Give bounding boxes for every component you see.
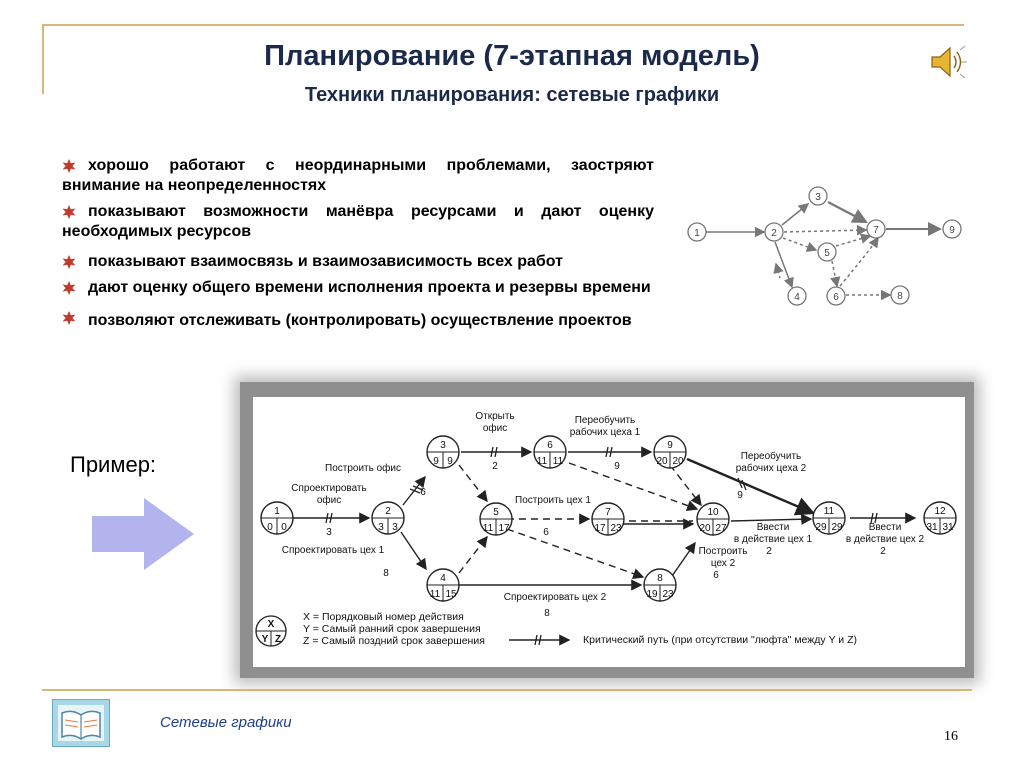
legend — [256, 611, 857, 647]
legend-critical-path: Критический путь (при отсутствии "люфта" между Y и Z) — [583, 634, 858, 646]
node-latest: 3 — [392, 522, 398, 533]
node-number: 5 — [493, 507, 499, 518]
bullet-text: хорошо работают с неординарными проблемами, заостряют внимание на неопределенностях — [62, 157, 654, 194]
node-latest: 23 — [610, 523, 622, 534]
node-latest: 27 — [715, 523, 727, 534]
bullet-item — [62, 156, 654, 196]
activity-label: Открыть — [475, 411, 515, 422]
node-number: 8 — [657, 573, 663, 584]
network-diagram — [253, 397, 965, 667]
bullet-star-icon — [62, 311, 76, 325]
node-number: 12 — [934, 506, 946, 517]
bullet-text: показывают возможности манёвра ресурсами и дают оценку необходимых ресурсов — [62, 203, 654, 240]
book-logo-icon — [52, 699, 110, 747]
node-earliest: 0 — [267, 522, 273, 533]
legend-y-desc: Y = Самый ранний срок завершения — [303, 623, 481, 635]
activity-label: Ввести — [756, 522, 790, 533]
activity-label: Спроектировать цех 1 — [281, 545, 385, 556]
node-number: 3 — [440, 440, 446, 451]
activity-label: цех 2 — [710, 558, 736, 569]
page-number: 16 — [944, 729, 958, 744]
node-earliest: 19 — [646, 589, 658, 600]
bullet-item — [62, 308, 654, 334]
small-node-label: 2 — [771, 228, 777, 239]
activity-label: Построить цех 1 — [515, 495, 591, 506]
activity-duration: 2 — [492, 461, 498, 472]
node-latest: 11 — [552, 456, 564, 467]
activity-duration: 6 — [543, 527, 549, 538]
activity-duration: 3 — [326, 527, 332, 538]
small-node-label: 1 — [694, 228, 700, 239]
activity-duration: 9 — [737, 490, 743, 501]
legend-key-x: X — [267, 619, 275, 630]
bullet-text: позволяют отслеживать (контролировать) осуществление проектов — [88, 312, 632, 329]
node-earliest: 11 — [429, 589, 441, 600]
slide-title: Планирование (7-этапная модель) — [264, 40, 760, 72]
node-earliest: 11 — [482, 523, 494, 534]
node-latest: 20 — [672, 456, 684, 467]
node-earliest: 9 — [433, 456, 439, 467]
activity-duration: 8 — [544, 608, 550, 619]
legend-key-y: Y — [261, 634, 269, 645]
footer-title: Сетевые графики — [160, 714, 292, 731]
bullet-list — [62, 156, 654, 340]
small-network-diagram — [680, 180, 970, 310]
bullet-star-icon — [62, 159, 76, 173]
activity-label: офис — [482, 423, 508, 434]
node-earliest: 20 — [699, 523, 711, 534]
node-earliest: 20 — [656, 456, 668, 467]
activity-label: Ввести — [868, 522, 902, 533]
node-earliest: 3 — [378, 522, 384, 533]
activity-duration: 6 — [713, 570, 719, 581]
node-number: 9 — [667, 440, 673, 451]
node-number: 2 — [385, 506, 391, 517]
activity-duration: 9 — [614, 461, 620, 472]
activity-label: офис — [316, 495, 342, 506]
small-node-label: 4 — [794, 292, 800, 303]
activity-duration: 8 — [383, 568, 389, 579]
example-label: Пример: — [70, 452, 157, 477]
node-latest: 0 — [281, 522, 287, 533]
node-latest: 23 — [662, 589, 674, 600]
activity-duration: 2 — [880, 546, 886, 557]
small-node-label: 9 — [949, 225, 955, 236]
header-rule — [42, 24, 964, 26]
activity-label: в действие цех 2 — [845, 534, 925, 545]
node-latest: 9 — [447, 456, 453, 467]
activity-label: рабочих цеха 2 — [735, 463, 807, 474]
node-earliest: 29 — [815, 522, 827, 533]
activity-label: Спроектировать — [291, 483, 367, 494]
small-node-label: 6 — [833, 292, 839, 303]
activity-label: Спроектировать цех 2 — [503, 592, 607, 603]
small-node-label: 5 — [824, 248, 830, 259]
small-node-label: 3 — [815, 192, 821, 203]
bullet-item — [62, 202, 654, 242]
legend-x-desc: X = Порядковый номер действия — [303, 611, 464, 623]
bullet-item — [62, 278, 654, 298]
node-number: 6 — [547, 440, 553, 451]
small-node-label: 8 — [897, 291, 903, 302]
bullet-text: показывают взаимосвязь и взаимозависимость всех работ — [88, 253, 563, 270]
node-number: 4 — [440, 573, 446, 584]
activity-duration: 2 — [766, 546, 772, 557]
node-latest: 29 — [831, 522, 843, 533]
network-diagram-panel — [253, 397, 965, 667]
node-latest: 31 — [942, 522, 954, 533]
activity-label: Построить офис — [325, 463, 401, 474]
bullet-text: дают оценку общего времени исполнения проекта и резервы времени — [88, 279, 651, 296]
bullet-star-icon — [62, 205, 76, 219]
slide-subtitle: Техники планирования: сетевые графики — [304, 84, 720, 106]
node-earliest: 17 — [594, 523, 606, 534]
legend-z-desc: Z = Самый поздний срок завершения — [303, 635, 485, 647]
legend-key-z: Z — [274, 634, 282, 645]
activity-label: Переобучить — [574, 415, 636, 426]
activity-label: Переобучить — [740, 451, 802, 462]
activity-label: в действие цех 1 — [733, 534, 813, 545]
node-latest: 17 — [498, 523, 510, 534]
bullet-item — [62, 252, 654, 272]
node-latest: 15 — [445, 589, 457, 600]
footer-rule — [42, 689, 972, 691]
node-earliest: 11 — [536, 456, 548, 467]
node-number: 1 — [274, 506, 280, 517]
small-node-label: 7 — [873, 225, 879, 236]
activity-duration: 6 — [420, 487, 426, 498]
activity-label: Построить — [698, 546, 748, 557]
node-number: 7 — [605, 507, 611, 518]
node-number: 10 — [707, 507, 719, 518]
activity-label: рабочих цеха 1 — [569, 427, 641, 438]
node-number: 11 — [823, 506, 835, 517]
node-earliest: 31 — [926, 522, 938, 533]
right-arrow-icon — [92, 498, 194, 570]
bullet-star-icon — [62, 255, 76, 269]
bullet-star-icon — [62, 281, 76, 295]
speaker-icon[interactable] — [928, 44, 968, 80]
